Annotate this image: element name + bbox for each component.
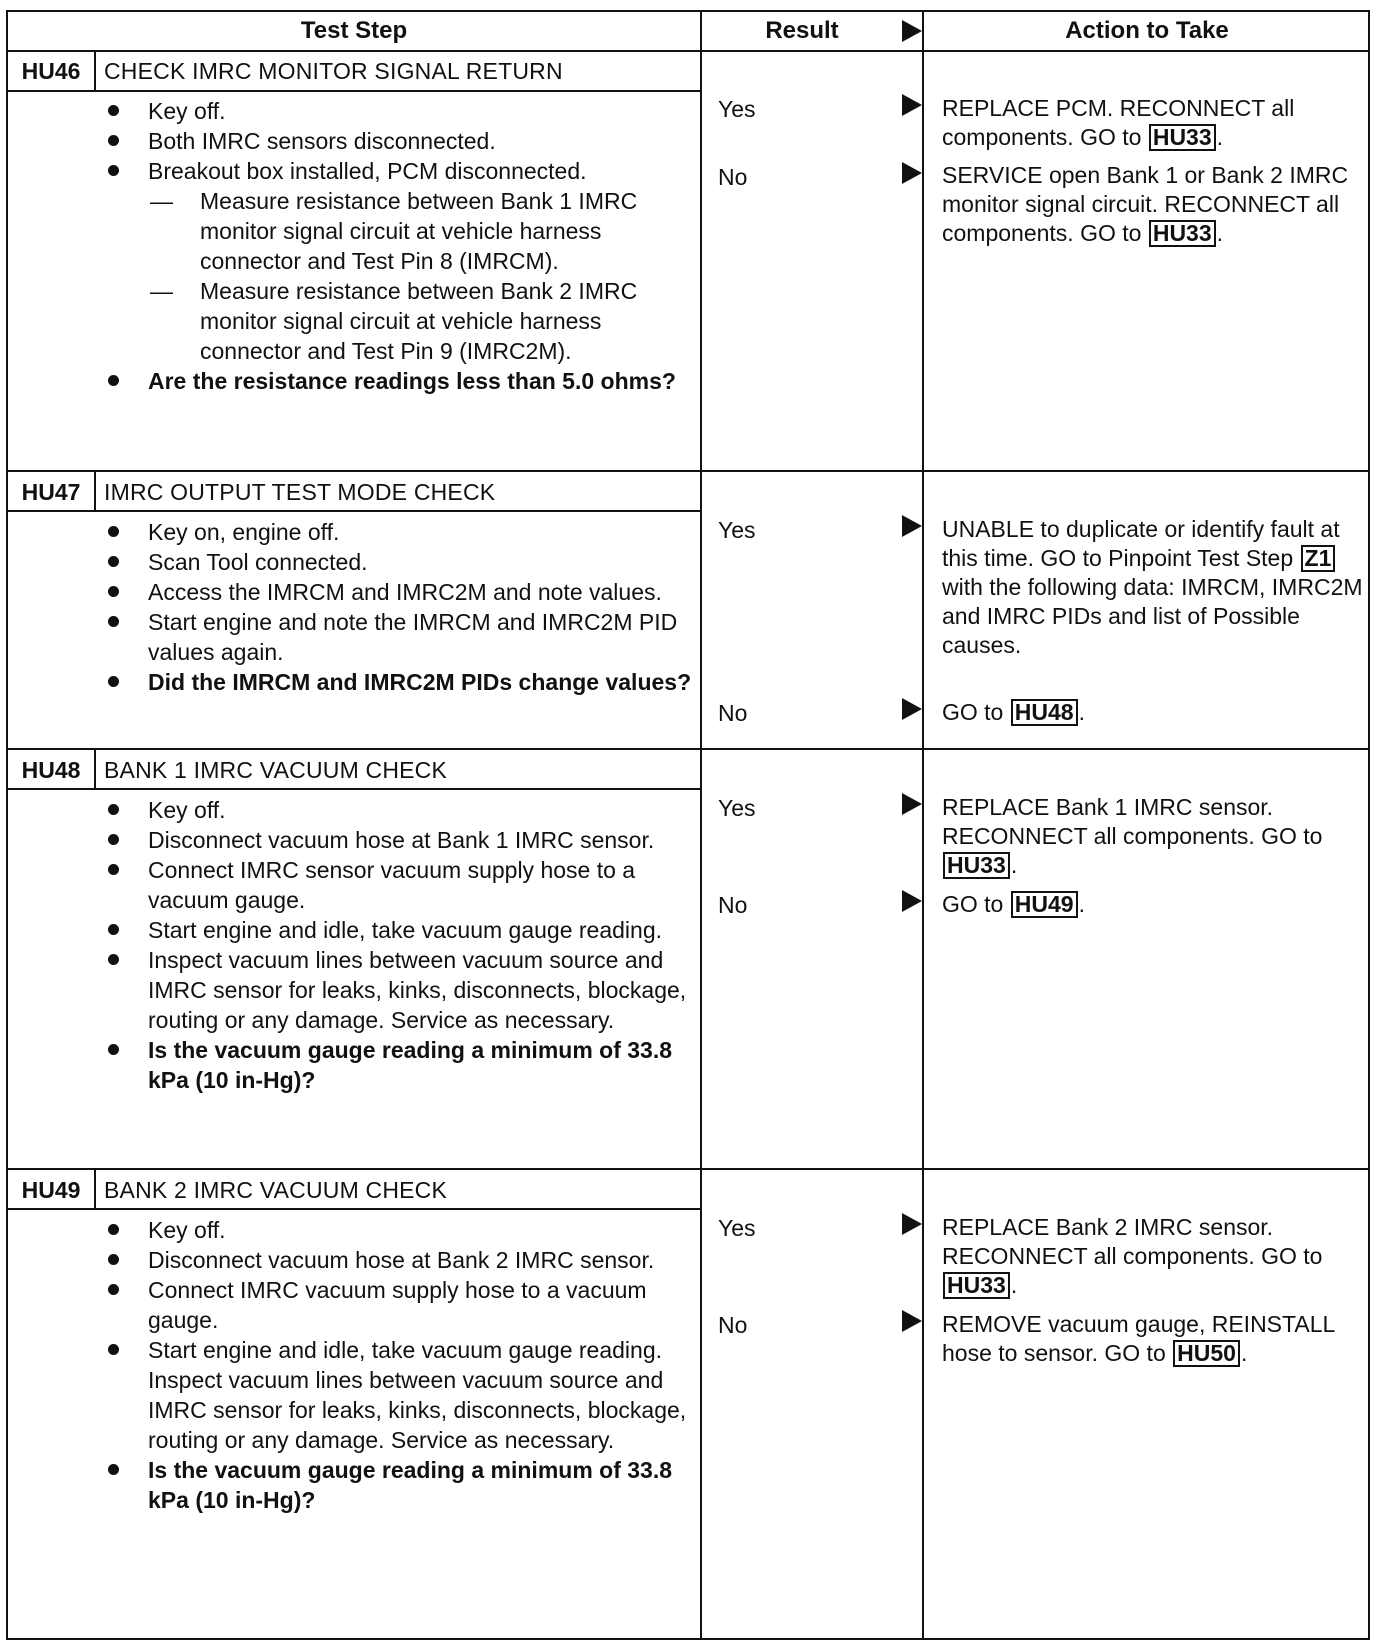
result-yes-hu46: Yes bbox=[718, 96, 756, 122]
sub-step-item: — Measure resistance between Bank 2 IMRC monitor signal circuit at vehicle harness connector and Test Pin 9 (IMRC2M). bbox=[104, 276, 704, 366]
step-item: Key off. bbox=[104, 1215, 704, 1245]
step-item: Access the IMRCM and IMRC2M and note values. bbox=[104, 577, 704, 607]
arrow-icon bbox=[902, 515, 922, 537]
step-reference: HU33 bbox=[1149, 220, 1216, 247]
step-id-divider bbox=[94, 1168, 96, 1208]
header-divider bbox=[8, 50, 1368, 52]
step-question: Did the IMRCM and IMRC2M PIDs change values? bbox=[104, 667, 704, 697]
action-no-hu48: GO to HU49 . bbox=[942, 891, 1085, 917]
step-list-hu46 bbox=[104, 96, 704, 396]
step-question: Are the resistance readings less than 5.0 ohms? bbox=[104, 366, 704, 396]
result-no-hu49: No bbox=[718, 1312, 748, 1338]
step-id-hu47: HU47 bbox=[21, 479, 81, 505]
arrow-icon bbox=[902, 793, 922, 815]
step-id-hu46: HU46 bbox=[21, 58, 81, 84]
result-yes-hu48: Yes bbox=[718, 795, 756, 821]
row-divider bbox=[8, 748, 1368, 750]
step-id-hu49: HU49 bbox=[21, 1177, 81, 1203]
result-yes-hu47: Yes bbox=[718, 517, 756, 543]
arrow-icon bbox=[902, 1310, 922, 1332]
row-divider bbox=[8, 1168, 1368, 1170]
step-item: Start engine and idle, take vacuum gauge reading. bbox=[104, 915, 704, 945]
header-action: Action to Take bbox=[1065, 17, 1229, 44]
result-no-hu47: No bbox=[718, 700, 748, 726]
action-no-hu47: GO to HU48 . bbox=[942, 699, 1085, 725]
action-yes-hu49: REPLACE Bank 2 IMRC sensor. RECONNECT all components. GO to HU33 . bbox=[942, 1214, 1323, 1298]
diagnostic-table bbox=[6, 10, 1370, 1640]
sub-step-item: — Measure resistance between Bank 1 IMRC monitor signal circuit at vehicle harness connector and Test Pin 8 (IMRCM). bbox=[104, 186, 704, 276]
arrow-icon bbox=[902, 698, 922, 720]
header-test-step: Test Step bbox=[300, 17, 408, 44]
step-item: Scan Tool connected. bbox=[104, 547, 704, 577]
step-reference: HU33 bbox=[943, 852, 1010, 879]
step-item: Connect IMRC sensor vacuum supply hose to a vacuum gauge. bbox=[104, 855, 704, 915]
step-id-hu48: HU48 bbox=[21, 757, 81, 783]
step-item: Key off. bbox=[104, 795, 704, 825]
step-title-hu49: BANK 2 IMRC VACUUM CHECK bbox=[104, 1177, 448, 1203]
step-reference: HU33 bbox=[1149, 124, 1216, 151]
step-list-hu48 bbox=[104, 795, 704, 1095]
step-item: Breakout box installed, PCM disconnected. bbox=[104, 156, 704, 186]
action-yes-hu48: REPLACE Bank 1 IMRC sensor. RECONNECT all components. GO to HU33 . bbox=[942, 794, 1323, 878]
step-title-hu48: BANK 1 IMRC VACUUM CHECK bbox=[104, 757, 448, 783]
step-item: Disconnect vacuum hose at Bank 2 IMRC sensor. bbox=[104, 1245, 704, 1275]
arrow-icon bbox=[902, 890, 922, 912]
result-yes-hu49: Yes bbox=[718, 1215, 756, 1241]
row-divider bbox=[8, 470, 1368, 472]
title-divider bbox=[8, 510, 702, 512]
step-title-hu46: CHECK IMRC MONITOR SIGNAL RETURN bbox=[104, 58, 563, 84]
title-divider bbox=[8, 1208, 702, 1210]
step-item: Both IMRC sensors disconnected. bbox=[104, 126, 704, 156]
step-reference: Z1 bbox=[1301, 545, 1336, 572]
step-question: Is the vacuum gauge reading a minimum of 33.8 kPa (10 in-Hg)? bbox=[104, 1455, 704, 1515]
action-no-hu49: REMOVE vacuum gauge, REINSTALL hose to sensor. GO to HU50 . bbox=[942, 1311, 1335, 1366]
step-item: Disconnect vacuum hose at Bank 1 IMRC sensor. bbox=[104, 825, 704, 855]
step-id-divider bbox=[94, 50, 96, 90]
result-no-hu46: No bbox=[718, 164, 748, 190]
step-reference: HU48 bbox=[1011, 699, 1078, 726]
action-no-hu46: SERVICE open Bank 1 or Bank 2 IMRC monitor signal circuit. RECONNECT all components. GO to HU33 . bbox=[942, 162, 1349, 246]
step-item: Key off. bbox=[104, 96, 704, 126]
step-list-hu47 bbox=[104, 517, 704, 697]
title-divider bbox=[8, 90, 702, 92]
action-yes-hu46: REPLACE PCM. RECONNECT all components. GO to HU33 . bbox=[942, 95, 1295, 150]
step-item: Start engine and note the IMRCM and IMRC2M PID values again. bbox=[104, 607, 704, 667]
step-item: Inspect vacuum lines between vacuum source and IMRC sensor for leaks, kinks, disconnects, blockage, routing or any damage. Service as necessary. bbox=[104, 945, 704, 1035]
action-yes-hu47: UNABLE to duplicate or identify fault at this time. GO to Pinpoint Test Step Z1 with the following data: IMRCM, IMRC2M and IMRC PIDs and list of Possible causes. bbox=[942, 516, 1363, 658]
arrow-icon bbox=[902, 94, 922, 116]
step-id-divider bbox=[94, 748, 96, 788]
result-no-hu48: No bbox=[718, 892, 748, 918]
step-reference: HU50 bbox=[1173, 1340, 1240, 1367]
header-result: Result bbox=[765, 17, 839, 44]
step-item: Key on, engine off. bbox=[104, 517, 704, 547]
step-item: Start engine and idle, take vacuum gauge reading. Inspect vacuum lines between vacuum source and IMRC sensor for leaks, kinks, disconnects, blockage, routing or any damage. Service as necessary. bbox=[104, 1335, 704, 1455]
arrow-icon bbox=[902, 1213, 922, 1235]
step-question: Is the vacuum gauge reading a minimum of 33.8 kPa (10 in-Hg)? bbox=[104, 1035, 704, 1095]
column-divider-action bbox=[922, 12, 924, 1638]
step-list-hu49 bbox=[104, 1215, 704, 1515]
step-reference: HU49 bbox=[1011, 891, 1078, 918]
step-title-hu47: IMRC OUTPUT TEST MODE CHECK bbox=[104, 479, 496, 505]
arrow-icon bbox=[902, 162, 922, 184]
step-item: Connect IMRC vacuum supply hose to a vacuum gauge. bbox=[104, 1275, 704, 1335]
step-id-divider bbox=[94, 470, 96, 510]
step-reference: HU33 bbox=[943, 1272, 1010, 1299]
title-divider bbox=[8, 788, 702, 790]
header-arrow-icon bbox=[902, 20, 922, 42]
